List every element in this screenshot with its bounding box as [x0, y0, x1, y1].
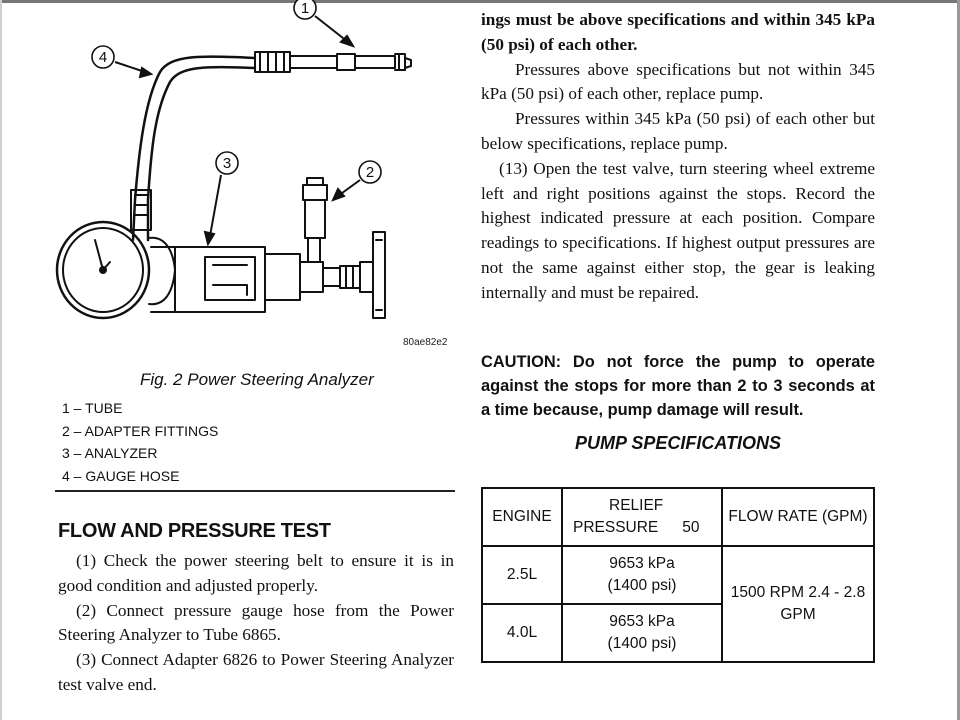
table-cell-flow-rate: [722, 546, 874, 662]
column-header-flow-rate: FLOW RATE (GPM): [722, 488, 874, 546]
figure-id: 80ae82e2: [403, 337, 448, 348]
column-header-engine: ENGINE: [482, 488, 562, 546]
figure-caption: [140, 370, 374, 390]
body-paragraph: Pressures within 345 kPa (50 psi) of each other but below specifications, replace pump.: [481, 109, 875, 153]
legend-item: 4 – GAUGE HOSE: [62, 467, 180, 484]
relief-header-extra: 50: [682, 519, 700, 536]
relief-header-line1: RELIEF: [609, 497, 664, 514]
power-steering-analyzer-illustration: [55, 0, 455, 355]
legend-item: 2 – ADAPTER FITTINGS: [62, 422, 219, 439]
section-divider: [55, 490, 455, 492]
relief-kpa: 9653 kPa: [609, 555, 675, 572]
section-title: FLOW AND PRESSURE TEST: [58, 520, 331, 542]
relief-header-line2: [573, 517, 721, 539]
table-cell-engine: 2.5L: [482, 546, 562, 604]
right-column-text: [481, 8, 875, 306]
figure-legend: [62, 397, 218, 487]
figure-caption-title: Power Steering Analyzer: [187, 370, 374, 389]
callout-2: 2: [365, 164, 375, 181]
flow-line2: GPM: [780, 606, 816, 623]
figure-caption-number: Fig. 2: [140, 370, 183, 389]
relief-psi: (1400 psi): [607, 577, 677, 594]
step-paragraph: (1) Check the power steering belt to ensure it is in good condition and adjusted properly.: [58, 551, 454, 595]
relief-kpa: 9653 kPa: [609, 613, 675, 630]
relief-psi: (1400 psi): [607, 635, 677, 652]
step-paragraph: (13) Open the test valve, turn steering wheel extreme left and right positions against the stops. Record the highest indicated pressure at each position. Compare readings to specifications. If highest output pressures are not the same against either stop, the gear is leaking internally and must be repaired.: [481, 158, 875, 302]
legend-item: 1 – TUBE: [62, 400, 123, 416]
column-header-relief-pressure: [562, 488, 722, 546]
table-cell-relief: [562, 604, 722, 662]
callout-4: 4: [98, 49, 108, 66]
bold-continuation: ings must be above specifications and within 345 kPa (50 psi) of each other.: [481, 10, 875, 54]
table-cell-engine: 4.0L: [482, 604, 562, 662]
step-paragraph: (3) Connect Adapter 6826 to Power Steering Analyzer test valve end.: [58, 650, 454, 694]
frame-left-border: [0, 0, 2, 720]
callout-3: 3: [222, 155, 232, 172]
pump-specifications-table: [481, 487, 875, 663]
relief-header-pressure: PRESSURE: [573, 519, 659, 536]
legend-item: 3 – ANALYZER: [62, 445, 158, 461]
spec-table-title: PUMP SPECIFICATIONS: [574, 433, 781, 453]
flow-line1: 1500 RPM 2.4 - 2.8: [730, 584, 866, 601]
body-paragraph: Pressures above specifications but not within 345 kPa (50 psi) of each other, replace pump.: [481, 59, 875, 104]
table-cell-relief: [562, 546, 722, 604]
left-column-text: [58, 549, 454, 698]
callout-1: 1: [300, 0, 310, 17]
step-paragraph: (2) Connect pressure gauge hose from the Power Steering Analyzer to Tube 6865.: [58, 600, 454, 645]
caution-note: CAUTION: Do not force the pump to operate against the stops for more than 2 to 3 seconds at a time because, pump damage will result.: [481, 353, 875, 419]
